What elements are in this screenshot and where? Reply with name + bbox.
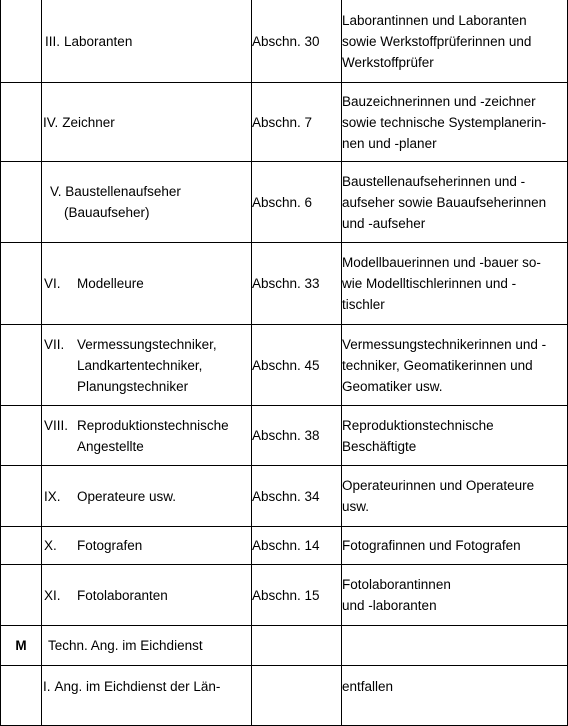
description-cell [342, 666, 568, 726]
roman-numeral: III. [45, 33, 61, 49]
table-row [1, 666, 568, 726]
title-cell [42, 83, 252, 162]
description-line: tischler [342, 297, 385, 312]
description-line: Geomatiker usw. [342, 378, 443, 394]
roman-numeral: I. [43, 679, 51, 694]
description-line: entfallen [342, 679, 394, 694]
description-line: Fotografinnen und Fotografen [342, 538, 521, 553]
description-line: Werkstoffprüfer [342, 54, 434, 70]
title-text: Planungstechniker [77, 378, 189, 394]
group-cell [1, 325, 42, 406]
title-cell [42, 466, 252, 527]
section-ref: Abschn. 14 [252, 527, 342, 565]
group-cell [1, 0, 42, 83]
roman-numeral: IV. [43, 114, 59, 130]
description-cell [342, 626, 568, 666]
description-cell [342, 162, 568, 243]
title-text: Vermessungstechniker, [77, 336, 217, 352]
section-ref: Abschn. 30 [252, 0, 342, 83]
table-row [1, 527, 568, 565]
group-cell [1, 406, 42, 466]
description-line: Operateurinnen und Operateure [342, 478, 535, 493]
group-cell [1, 666, 42, 726]
group-cell [1, 565, 42, 626]
title-text: Modelleure [77, 276, 144, 291]
description-cell [342, 83, 568, 162]
title-cell [42, 243, 252, 325]
title-text: Zeichner [62, 114, 115, 130]
title-text: Baustellenaufseher [65, 184, 181, 199]
section-ref: Abschn. 33 [252, 243, 342, 325]
title-text: Techn. Ang. im Eichdienst [48, 638, 203, 653]
table-row [1, 626, 568, 666]
section-ref: Abschn. 7 [252, 83, 342, 162]
section-ref [252, 626, 342, 666]
description-line: Beschäftigte [342, 438, 417, 454]
group-cell: M [1, 626, 42, 666]
description-line: usw. [342, 499, 370, 514]
description-cell [342, 466, 568, 527]
description-line: nen und -planer [342, 135, 437, 151]
description-line: Bauzeichnerinnen und -zeichner [342, 93, 536, 109]
table-row [1, 162, 568, 243]
table-row [1, 243, 568, 325]
section-ref: Abschn. 45 [252, 325, 342, 406]
description-line: Fotolaborantinnen [342, 577, 451, 592]
description-line: techniker, Geomatikerinnen und [342, 357, 533, 373]
description-line: Laborantinnen und Laboranten [342, 12, 527, 28]
roman-numeral: VII. [44, 336, 65, 352]
description-cell [342, 527, 568, 565]
description-cell [342, 243, 568, 325]
title-text: (Bauaufseher) [64, 205, 150, 220]
group-cell [1, 243, 42, 325]
title-text: Operateure usw. [77, 488, 177, 504]
title-cell [42, 406, 252, 466]
description-line: Reproduktionstechnische [342, 417, 494, 433]
title-cell [42, 325, 252, 406]
title-text: Reproduktionstechnische [77, 417, 229, 433]
table-row [1, 325, 568, 406]
roman-numeral: VIII. [44, 417, 69, 433]
title-text: Fotolaboranten [77, 587, 168, 603]
title-cell [42, 527, 252, 565]
description-line: Baustellenaufseherinnen und - [342, 173, 526, 189]
section-ref [252, 666, 342, 726]
table-row [1, 83, 568, 162]
roman-numeral: V. [50, 184, 62, 199]
description-line: aufseher sowie Bauaufseherinnen [342, 194, 547, 210]
title-text: Laboranten [64, 33, 133, 49]
title-cell [42, 626, 252, 666]
description-cell [342, 406, 568, 466]
description-line: Vermessungstechnikerinnen und - [342, 336, 547, 352]
description-cell [342, 565, 568, 626]
description-line: wie Modelltischlerinnen und - [342, 276, 517, 291]
table-row [1, 406, 568, 466]
roman-numeral: VI. [44, 276, 61, 291]
title-cell [42, 162, 252, 243]
description-line: sowie technische Systemplanerin- [342, 114, 547, 130]
group-cell [1, 83, 42, 162]
group-cell [1, 466, 42, 527]
description-line: sowie Werkstoffprüferinnen und [342, 33, 532, 49]
section-ref: Abschn. 6 [252, 162, 342, 243]
table-row [1, 565, 568, 626]
roman-numeral: XI. [44, 587, 61, 603]
description-line: und -laboranten [342, 598, 437, 613]
table-row [1, 0, 568, 83]
group-cell [1, 162, 42, 243]
roman-numeral: X. [44, 538, 57, 553]
table-row [1, 466, 568, 527]
section-ref: Abschn. 38 [252, 406, 342, 466]
description-line: Modellbauerinnen und -bauer so- [342, 255, 541, 270]
section-ref: Abschn. 15 [252, 565, 342, 626]
title-text: Angestellte [77, 438, 144, 454]
group-cell [1, 527, 42, 565]
title-cell [42, 0, 252, 83]
description-cell [342, 0, 568, 83]
roman-numeral: IX. [44, 488, 61, 504]
title-text: Fotografen [77, 538, 143, 553]
title-text: Landkartentechniker, [77, 357, 203, 373]
title-cell [42, 666, 252, 726]
section-ref: Abschn. 34 [252, 466, 342, 527]
title-text: Ang. im Eichdienst der Län- [54, 679, 221, 694]
title-cell [42, 565, 252, 626]
description-cell [342, 325, 568, 406]
description-line: und -aufseher [342, 215, 426, 231]
